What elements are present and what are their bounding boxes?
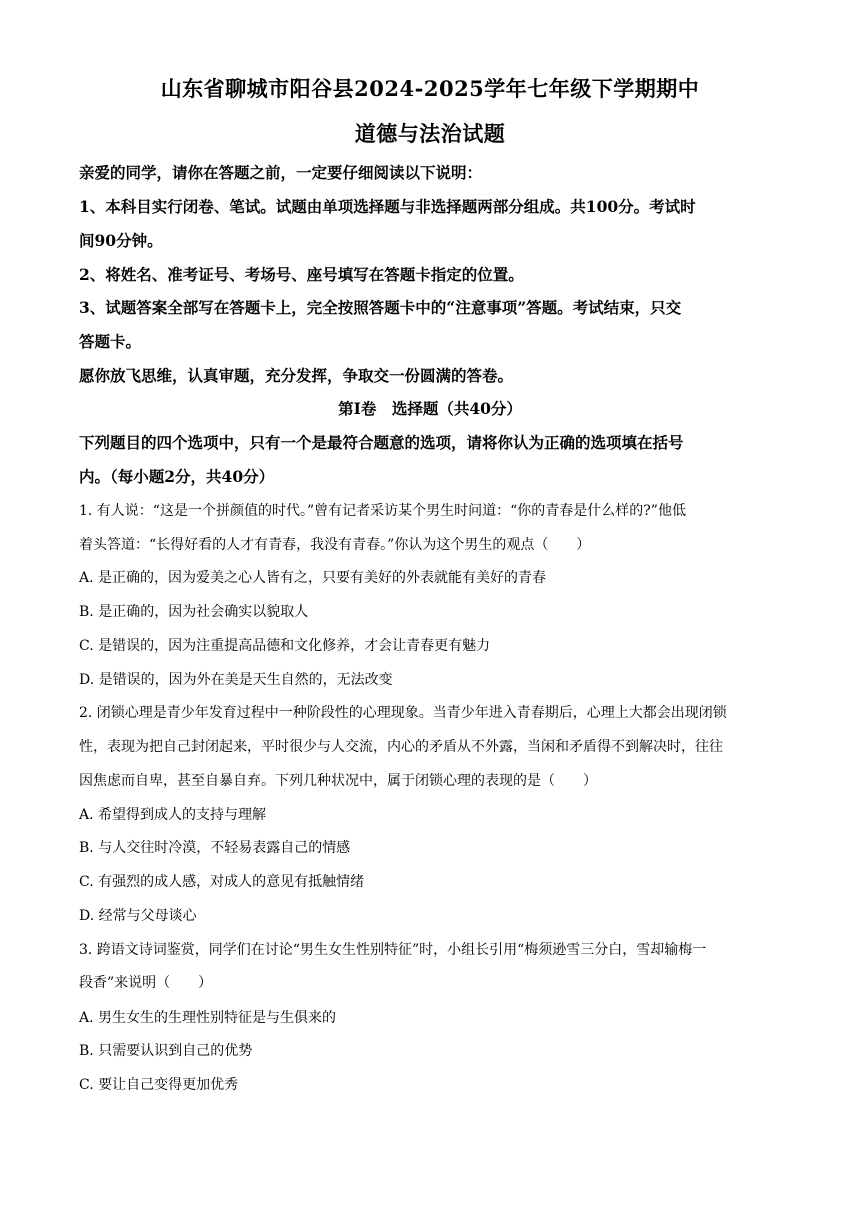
section-directions-line2: 内。（每小题2分，共40分） xyxy=(79,467,275,486)
question-1-option-d: D. 是错误的，因为外在美是天生自然的，无法改变 xyxy=(79,672,393,688)
question-3-option-a: A. 男生女生的生理性别特征是与生俱来的 xyxy=(79,1010,337,1026)
question-2-stem-line2: 性，表现为把自己封闭起来，平时很少与人交流，内心的矛盾从不外露，当闲和矛盾得不到解决时，往往 xyxy=(79,739,723,755)
question-2-option-a: A. 希望得到成人的支持与理解 xyxy=(79,807,267,823)
exam-title-line2: 道德与法治试题 xyxy=(354,121,506,146)
question-3-option-b: B. 只需要认识到自己的优势 xyxy=(79,1043,253,1059)
question-2-option-b: B. 与人交往时冷漠，不轻易表露自己的情感 xyxy=(79,840,351,856)
exam-title-line1: 山东省聊城市阳谷县2024-2025学年七年级下学期期中 xyxy=(160,76,700,101)
question-2-stem-line1: 2. 闭锁心理是青少年发育过程中一种阶段性的心理现象。当青少年进入青春期后，心理上大都会出现闭锁 xyxy=(79,705,727,721)
question-3-option-c: C. 要让自己变得更加优秀 xyxy=(79,1077,239,1093)
question-2-option-d: D. 经常与父母谈心 xyxy=(79,908,197,924)
question-3-stem-line2: 段香”来说明（ ） xyxy=(79,975,213,991)
question-1-stem-line1: 1. 有人说：“这是一个拼颜值的时代。”曾有记者采访某个男生时问道：“你的青春是什么样的?”他低 xyxy=(79,503,686,519)
instructions-intro: 亲爱的同学，请你在答题之前，一定要仔细阅读以下说明： xyxy=(79,163,483,182)
question-1-stem-line2: 着头答道：“长得好看的人才有青春，我没有青春。”你认为这个男生的观点（ ） xyxy=(79,537,591,553)
question-1-option-a: A. 是正确的，因为爱美之心人皆有之，只要有美好的外表就能有美好的青春 xyxy=(79,570,547,586)
section-heading: 第Ⅰ卷 选择题（共40分） xyxy=(338,399,522,418)
instruction-item-2: 2、将姓名、准考证号、考场号、座号填写在答题卡指定的位置。 xyxy=(79,265,524,284)
question-2-option-c: C. 有强烈的成人感，对成人的意见有抵触情绪 xyxy=(79,874,365,890)
instruction-item-3-line2: 答题卡。 xyxy=(79,332,142,351)
section-directions-line1: 下列题目的四个选项中，只有一个是最符合题意的选项，请将你认为正确的选项填在括号 xyxy=(79,433,684,452)
question-1-option-b: B. 是正确的，因为社会确实以貌取人 xyxy=(79,604,309,620)
instruction-item-1-line2: 间90分钟。 xyxy=(79,231,163,250)
question-3-stem-line1: 3. 跨语文诗词鉴赏，同学们在讨论“男生女生性别特征”时，小组长引用“梅须逊雪三分白，雪却输梅一 xyxy=(79,942,707,958)
question-1-option-c: C. 是错误的，因为注重提高品德和文化修养，才会让青春更有魅力 xyxy=(79,638,491,654)
instructions-wish: 愿你放飞思维，认真审题，充分发挥，争取交一份圆满的答卷。 xyxy=(79,366,514,385)
instruction-item-1-line1: 1、本科目实行闭卷、笔试。试题由单项选择题与非选择题两部分组成。共100分。考试时 xyxy=(79,197,696,216)
instruction-item-3-line1: 3、试题答案全部写在答题卡上，完全按照答题卡中的“注意事项”答题。考试结束，只交 xyxy=(79,298,682,317)
question-2-stem-line3: 因焦虑而自卑，甚至自暴自弃。下列几种状况中，属于闭锁心理的表现的是（ ） xyxy=(79,773,597,789)
